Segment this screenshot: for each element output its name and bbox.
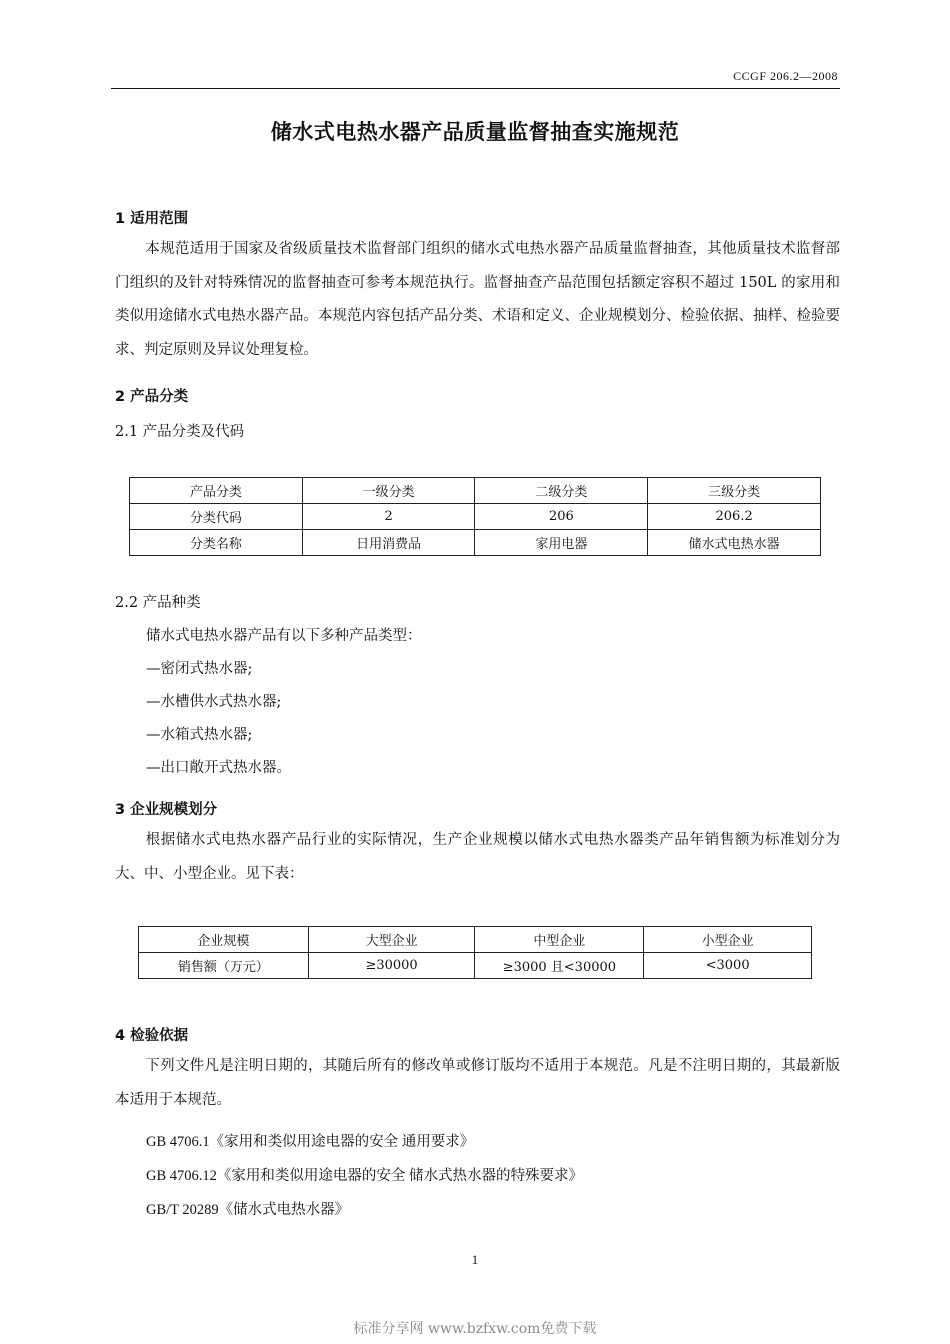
table-cell: 206 — [475, 504, 648, 530]
list-item: —水槽供水式热水器; — [146, 694, 282, 710]
section-3-text: 根据储水式电热水器产品行业的实际情况，生产企业规模以储水式电热水器类产品年销售额为标准划分为大、中、小型企业。见下表： — [115, 832, 840, 882]
table-cell: 三级分类 — [648, 478, 821, 504]
table-cell: 日用消费品 — [302, 530, 475, 556]
reference-item: GB 4706.12《家用和类似用途电器的安全 储水式热水器的特殊要求》 — [146, 1168, 584, 1184]
table-cell: ≥3000 且<30000 — [475, 953, 644, 979]
section-1-heading: 1 适用范围 — [115, 211, 189, 227]
section-2-2-heading: 2.2 产品种类 — [115, 595, 201, 611]
table-row — [130, 530, 821, 556]
table-row — [139, 953, 812, 979]
table-cell: 分类代码 — [130, 504, 303, 530]
section-4-text: 下列文件凡是注明日期的，其随后所有的修改单或修订版均不适用于本规范。凡是不注明日期的，其最新版本适用于本规范。 — [115, 1058, 840, 1108]
table-cell: <3000 — [644, 953, 812, 979]
table-cell: 储水式电热水器 — [648, 530, 821, 556]
enterprise-scale-table — [138, 926, 812, 979]
watermark-text: 标准分享网 www.bzfxw.com免费下载 — [353, 1321, 597, 1337]
table-row — [139, 927, 812, 953]
table-cell: 企业规模 — [139, 927, 309, 953]
table-cell: 销售额（万元） — [139, 953, 309, 979]
table-row — [130, 504, 821, 530]
reference-item: GB/T 20289《储水式电热水器》 — [146, 1202, 350, 1218]
page-number: 1 — [471, 1252, 479, 1267]
table-cell: 大型企业 — [308, 927, 475, 953]
document-code: CCGF 206.2—2008 — [733, 69, 838, 83]
section-2-1-heading: 2.1 产品分类及代码 — [115, 424, 245, 440]
section-1-text: 本规范适用于国家及省级质量技术监督部门组织的储水式电热水器产品质量监督抽查，其他质量技术监督部门组织的及针对特殊情况的监督抽查可参考本规范执行。监督抽查产品范围包括额定容积不超过 150L 的家用和类似用途储水式电热水器产品。本规范内容包括产品分类、术语和定义、企业规模划分、检验依据、抽样、检验要求、判定原则及异议处理复检。 — [115, 241, 840, 358]
table-cell: 中型企业 — [475, 927, 644, 953]
list-item: —水箱式热水器; — [146, 727, 253, 743]
table-cell: 小型企业 — [644, 927, 812, 953]
list-item: —密闭式热水器; — [146, 661, 253, 677]
section-2-heading: 2 产品分类 — [115, 389, 189, 405]
table-cell: 2 — [302, 504, 475, 530]
table-cell: ≥30000 — [308, 953, 475, 979]
list-item: —出口敞开式热水器。 — [146, 760, 291, 776]
table-cell: 一级分类 — [302, 478, 475, 504]
product-types-intro: 储水式电热水器产品有以下多种产品类型： — [146, 628, 422, 644]
table-cell: 家用电器 — [475, 530, 648, 556]
header-rule — [111, 88, 840, 89]
table-cell: 二级分类 — [475, 478, 648, 504]
section-1-paragraph — [115, 233, 840, 367]
section-3-paragraph — [115, 824, 840, 891]
reference-item: GB 4706.1《家用和类似用途电器的安全 通用要求》 — [146, 1134, 475, 1150]
section-4-paragraph — [115, 1050, 840, 1117]
table-cell: 206.2 — [648, 504, 821, 530]
classification-table — [129, 477, 821, 556]
table-cell: 分类名称 — [130, 530, 303, 556]
table-cell: 产品分类 — [130, 478, 303, 504]
table-row — [130, 478, 821, 504]
section-3-heading: 3 企业规模划分 — [115, 802, 218, 818]
section-4-heading: 4 检验依据 — [115, 1028, 189, 1044]
document-title: 储水式电热水器产品质量监督抽查实施规范 — [270, 120, 680, 144]
